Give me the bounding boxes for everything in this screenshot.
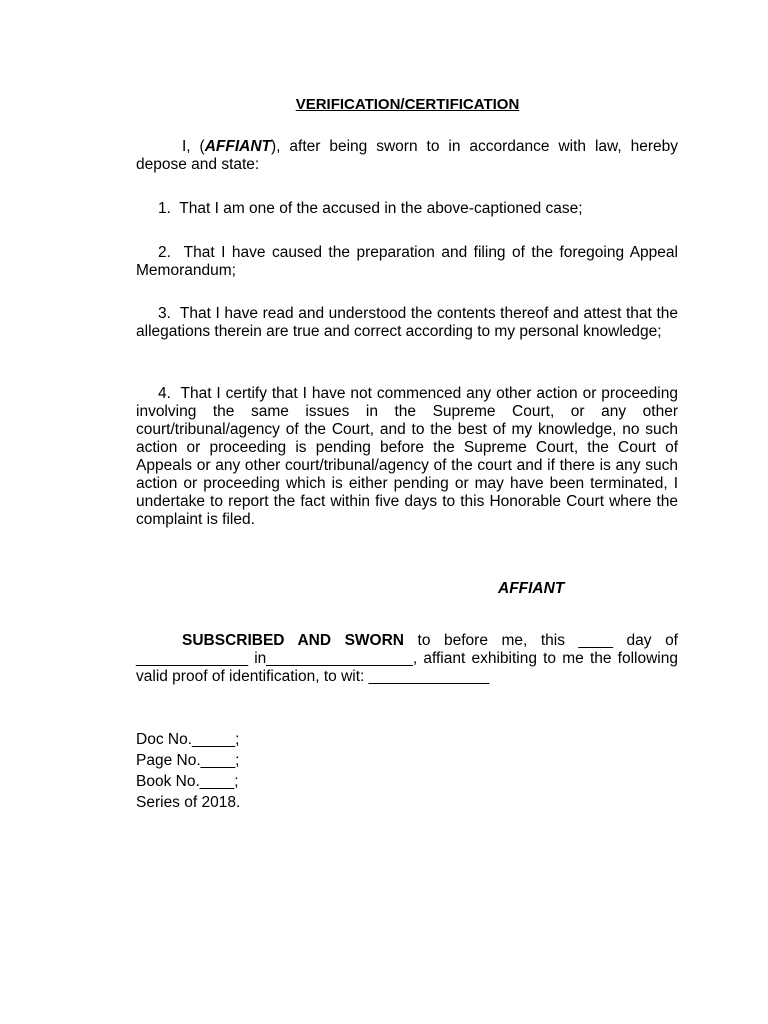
document-title: VERIFICATION/CERTIFICATION xyxy=(295,96,520,113)
item-1 xyxy=(136,200,678,218)
intro-paragraph xyxy=(136,138,678,174)
jurat-rest: to before me, this ____ day of _____________ in_________________, affiant exhibiting to me the following valid proof of identification, to wit: ______________ xyxy=(136,632,678,685)
item-3-text: That I have read and understood the contents thereof and attest that the allegations therein are true and correct according to my personal knowledge; xyxy=(136,305,678,340)
page-number: Page No.____; xyxy=(136,752,240,769)
intro-prefix: I, ( xyxy=(182,138,205,155)
item-1-number: 1. xyxy=(158,200,171,217)
series-year: Series of 2018. xyxy=(136,794,241,811)
item-1-text: That I am one of the accused in the above-captioned case; xyxy=(179,200,583,217)
item-4 xyxy=(136,385,678,529)
item-2-number: 2. xyxy=(158,244,171,261)
notary-register-block xyxy=(136,729,240,813)
item-3 xyxy=(136,305,678,341)
doc-number: Doc No._____; xyxy=(136,731,240,748)
book-number: Book No.____; xyxy=(136,773,239,790)
intro-affiant: AFFIANT xyxy=(204,138,272,155)
item-4-text: That I certify that I have not commenced any other action or proceeding involving the same issues in the Supreme Court, or any other court/tribunal/agency of the Court, and to the best of my knowledge, no such action or proceeding is pending before the Supreme Court, the Court of Appeals or any other court/tribunal/agency of the court and if there is any such action or proceeding which is either pending or may have been terminated, I undertake to report the fact within five days to this Honorable Court where the complaint is filed. xyxy=(136,385,678,528)
intro-suffix: ), after being sworn to in accordance with law, hereby depose and state: xyxy=(136,138,678,173)
item-2-text: That I have caused the preparation and filing of the foregoing Appeal Memorandum; xyxy=(136,244,678,279)
item-4-number: 4. xyxy=(158,385,171,402)
jurat-paragraph xyxy=(136,632,678,686)
jurat-bold: SUBSCRIBED AND SWORN xyxy=(182,632,404,649)
item-3-number: 3. xyxy=(158,305,171,322)
affiant-signature-label: AFFIANT xyxy=(498,580,565,597)
item-2 xyxy=(136,244,678,280)
